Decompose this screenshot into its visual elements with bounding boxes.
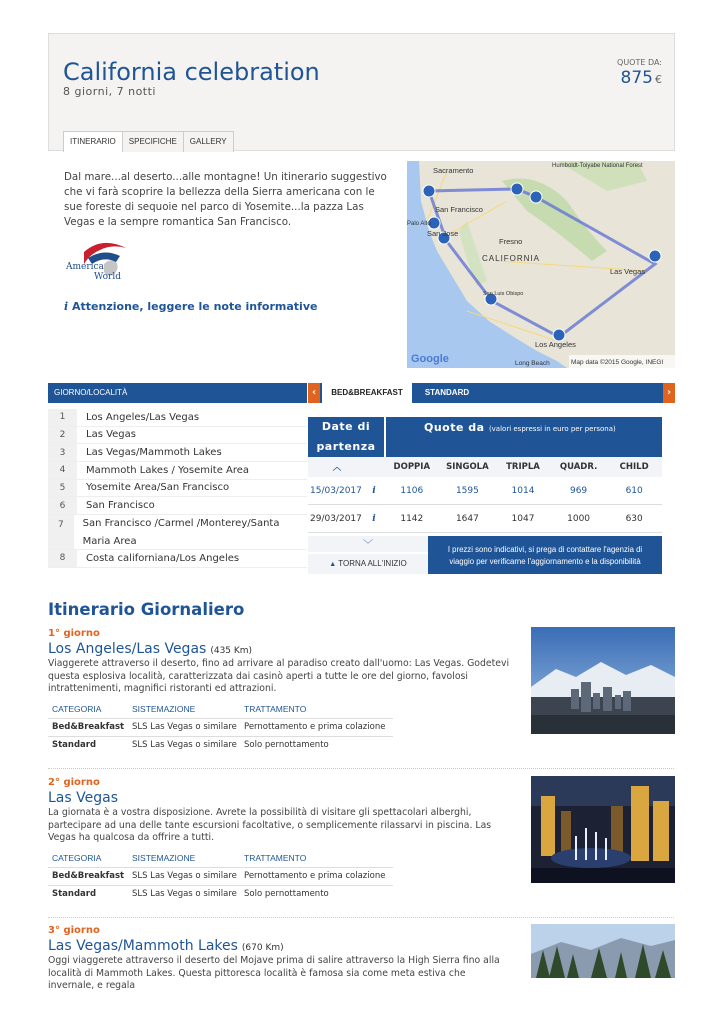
treatment: Solo pernottamento xyxy=(244,888,329,899)
map-label-california: CALIFORNIA xyxy=(482,254,541,263)
pricing-header xyxy=(308,417,662,457)
day-number: 3 xyxy=(48,444,77,461)
accommodation-row xyxy=(48,718,393,736)
accommodation: SLS Las Vegas o similare xyxy=(132,871,237,882)
logo-text-world: World xyxy=(94,272,121,282)
location-name: Las Vegas/Mammoth Lakes xyxy=(86,446,222,458)
pricing-footer xyxy=(308,536,662,574)
day1-photo-los-angeles xyxy=(531,627,675,734)
departure-date-header: Date di partenza xyxy=(308,417,384,457)
col-accommodation: SISTEMAZIONE xyxy=(132,853,196,864)
category: Standard xyxy=(52,888,97,899)
info-icon[interactable]: i xyxy=(372,513,376,524)
day-description: Viaggerete attraverso il deserto, fino ad arrivare al paradiso creato dall'uomo: Las Vegas. Godetevi questa esplosiva località, caratterizzata dai casinò aperti a tutte le ore del giorno, favolosi intrattenimenti, magnifici ristoranti ed attrazioni. xyxy=(48,658,510,694)
price-child: 630 xyxy=(625,513,643,524)
departure-date: 15/03/2017 xyxy=(310,485,362,496)
day-number: 2 xyxy=(48,427,77,444)
day-separator xyxy=(48,768,674,769)
currency-symbol: € xyxy=(655,73,662,86)
quote-header xyxy=(386,417,662,457)
map-label-san-jose: San Jose xyxy=(427,229,459,238)
day-label: 1° giorno xyxy=(48,628,100,639)
day-distance: (435 Km) xyxy=(210,646,253,656)
price-tripla: 1014 xyxy=(511,485,535,496)
treatment: Pernottamento e prima colazione xyxy=(244,871,386,882)
tour-tabs xyxy=(63,131,233,152)
accommodation: SLS Las Vegas o similare xyxy=(132,739,237,750)
col-treatment: TRATTAMENTO xyxy=(244,853,307,864)
quote-label: QUOTE DA: xyxy=(617,58,662,67)
tab-itinerario[interactable]: ITINERARIO xyxy=(63,131,123,152)
back-to-top-link[interactable] xyxy=(308,554,428,574)
location-name: San Francisco xyxy=(86,500,155,512)
location-name: Yosemite Area/San Francisco xyxy=(86,482,230,494)
map-label-fresno: Fresno xyxy=(499,237,523,246)
tab-gallery[interactable]: GALLERY xyxy=(183,131,234,152)
quote-header-note: (valori espressi in euro per persona) xyxy=(488,425,616,433)
day-number: 5 xyxy=(48,480,77,497)
pricing-tabs xyxy=(308,383,675,403)
price-child: 610 xyxy=(625,485,643,496)
back-to-top-text: TORNA ALL'INIZIO xyxy=(338,559,407,568)
map-label-palo-alto: Palo Alto xyxy=(407,221,431,227)
col-accommodation: SISTEMAZIONE xyxy=(132,704,196,715)
location-name: Los Angeles/Las Vegas xyxy=(86,411,200,423)
day-block xyxy=(48,628,514,753)
pricing-columns-row xyxy=(308,457,662,477)
map-label-humboldt: Humboldt-Toiyabe National Forest xyxy=(552,163,643,169)
page-title: California celebration xyxy=(63,58,320,86)
location-name: San Francisco /Carmel /Monterey/Santa Maria Area xyxy=(82,518,280,547)
locations-header: GIORNO/LOCALITÀ xyxy=(48,383,307,403)
map-label-los-angeles: Los Angeles xyxy=(535,340,576,349)
day-label: 2° giorno xyxy=(48,777,100,788)
next-arrow-icon[interactable]: › xyxy=(663,383,675,403)
map-label-sacramento: Sacramento xyxy=(433,166,474,175)
departure-date: 29/03/2017 xyxy=(310,513,362,524)
day-block xyxy=(48,777,514,902)
accommodation-table xyxy=(48,701,393,754)
info-icon[interactable]: i xyxy=(372,485,376,496)
price-row[interactable] xyxy=(308,505,662,533)
location-row xyxy=(48,550,307,568)
price-doppia: 1106 xyxy=(400,485,424,496)
treatment: Solo pernottamento xyxy=(244,739,329,750)
day-separator xyxy=(48,917,674,918)
scroll-down-icon[interactable]: ﹀ xyxy=(308,536,428,552)
day2-photo-las-vegas xyxy=(531,776,675,883)
day-description: La giornata è a vostra disposizione. Avrete la possibilità di visitare gli spettacolari alberghi, partecipare ad una delle tante escursioni facoltative, o semplicemente rilassarvi in piscina. Las Vegas ha qualcosa da offrire a tutti. xyxy=(48,807,492,843)
price-doppia: 1142 xyxy=(400,513,424,524)
location-name: Costa californiana/Los Angeles xyxy=(86,552,240,564)
tab-standard[interactable]: STANDARD xyxy=(424,388,470,397)
quote-price-value: 875 xyxy=(620,68,653,88)
col-category: CATEGORIA xyxy=(52,704,102,715)
accommodation-row xyxy=(48,867,393,885)
accommodation-row xyxy=(48,885,393,903)
duration-subtitle: 8 giorni, 7 notti xyxy=(63,85,156,98)
route-map[interactable] xyxy=(407,161,675,368)
col-tripla: TRIPLA xyxy=(506,462,540,472)
price-row[interactable] xyxy=(308,477,662,505)
pricing-note: I prezzi sono indicativi, si prega di contattare l'agenzia di viaggio per verificarne l'aggiornamento e la disponibilità xyxy=(428,536,662,574)
logo-text-america: America xyxy=(66,262,104,272)
accommodation-row xyxy=(48,736,393,754)
location-row xyxy=(48,444,307,462)
day-title xyxy=(48,641,514,657)
col-singola: SINGOLA xyxy=(446,462,489,472)
map-label-san-luis-obispo: San Luis Obispo xyxy=(483,291,524,297)
intro-text: Dal mare...al deserto...alle montagne! Un itinerario suggestivo che vi farà scoprire la bellezza della Sierra americana con le sue foreste di sequoie nel parco di Yosemite...la pazza Las Vegas e la sempre romantica San Francisco. xyxy=(64,171,387,228)
tab-specifiche[interactable]: SPECIFICHE xyxy=(122,131,184,152)
tour-header xyxy=(48,33,675,151)
accommodation: SLS Las Vegas o similare xyxy=(132,722,237,733)
day-number: 8 xyxy=(48,550,77,567)
location-row xyxy=(48,462,307,480)
accommodation-header xyxy=(48,850,393,868)
col-category: CATEGORIA xyxy=(52,853,102,864)
price-singola: 1595 xyxy=(455,485,479,496)
col-quadr: QUADR. xyxy=(559,462,598,472)
day-title xyxy=(48,790,514,806)
attention-link[interactable] xyxy=(64,300,317,313)
pricing-table xyxy=(308,457,662,533)
price-quadr: 969 xyxy=(569,485,588,496)
category: Standard xyxy=(52,739,97,750)
location-row xyxy=(48,497,307,515)
location-row xyxy=(48,480,307,498)
daily-itinerary-title: Itinerario Giornaliero xyxy=(48,600,245,619)
quote-header-title: Quote da xyxy=(424,421,485,434)
price-tripla: 1047 xyxy=(511,513,535,524)
accommodation: SLS Las Vegas o similare xyxy=(132,888,237,899)
day-number: 1 xyxy=(48,409,77,426)
accommodation-header xyxy=(48,701,393,719)
location-row xyxy=(48,515,307,550)
day-number: 4 xyxy=(48,462,77,479)
quote-price xyxy=(621,68,662,88)
treatment: Pernottamento e prima colazione xyxy=(244,722,386,733)
map-label-las-vegas: Las Vegas xyxy=(610,267,646,276)
day-description: Oggi viaggerete attraverso il deserto del Mojave prima di salire attraverso la High Sierra fino alla località di Mammoth Lakes. Questa pittoresca località è famosa sia come meta estiva che invernale, e regala xyxy=(48,955,500,991)
map-label-long-beach: Long Beach xyxy=(515,360,550,367)
location-name: Mammoth Lakes / Yosemite Area xyxy=(86,464,250,476)
locations-list xyxy=(48,409,307,568)
day-title-text: Los Angeles/Las Vegas xyxy=(48,641,207,657)
price-singola: 1647 xyxy=(455,513,479,524)
day-title-text: Las Vegas/Mammoth Lakes xyxy=(48,938,238,954)
day3-photo-mammoth-lakes xyxy=(531,924,675,978)
up-triangle-icon: ▲ xyxy=(329,561,337,568)
col-treatment: TRATTAMENTO xyxy=(244,704,307,715)
map-label-san-francisco: San Francisco xyxy=(435,205,483,214)
category: Bed&Breakfast xyxy=(52,871,125,882)
day-label: 3° giorno xyxy=(48,925,100,936)
col-doppia: DOPPIA xyxy=(393,462,431,472)
category: Bed&Breakfast xyxy=(52,722,125,733)
prev-arrow-icon[interactable]: ‹ xyxy=(308,383,320,403)
location-row xyxy=(48,409,307,427)
america-world-logo xyxy=(64,238,144,288)
tab-bed-breakfast[interactable]: BED&BREAKFAST xyxy=(322,383,412,403)
google-logo: Google xyxy=(411,353,449,365)
attention-text: Attenzione, leggere le note informative xyxy=(72,300,318,313)
day-number: 7 xyxy=(48,515,74,549)
day-distance: (670 Km) xyxy=(241,943,284,953)
location-row xyxy=(48,427,307,445)
price-quadr: 1000 xyxy=(567,513,591,524)
col-child: CHILD xyxy=(619,462,649,472)
map-attribution: Map data ©2015 Google, INEGI xyxy=(571,359,664,366)
info-icon: i xyxy=(64,300,69,313)
day-number: 6 xyxy=(48,497,77,514)
day-title xyxy=(48,938,514,954)
location-name: Las Vegas xyxy=(86,429,136,441)
day-block xyxy=(48,925,514,993)
scroll-up-icon[interactable]: ︿ xyxy=(332,463,342,473)
day-title-text: Las Vegas xyxy=(48,790,118,806)
accommodation-table xyxy=(48,850,393,903)
